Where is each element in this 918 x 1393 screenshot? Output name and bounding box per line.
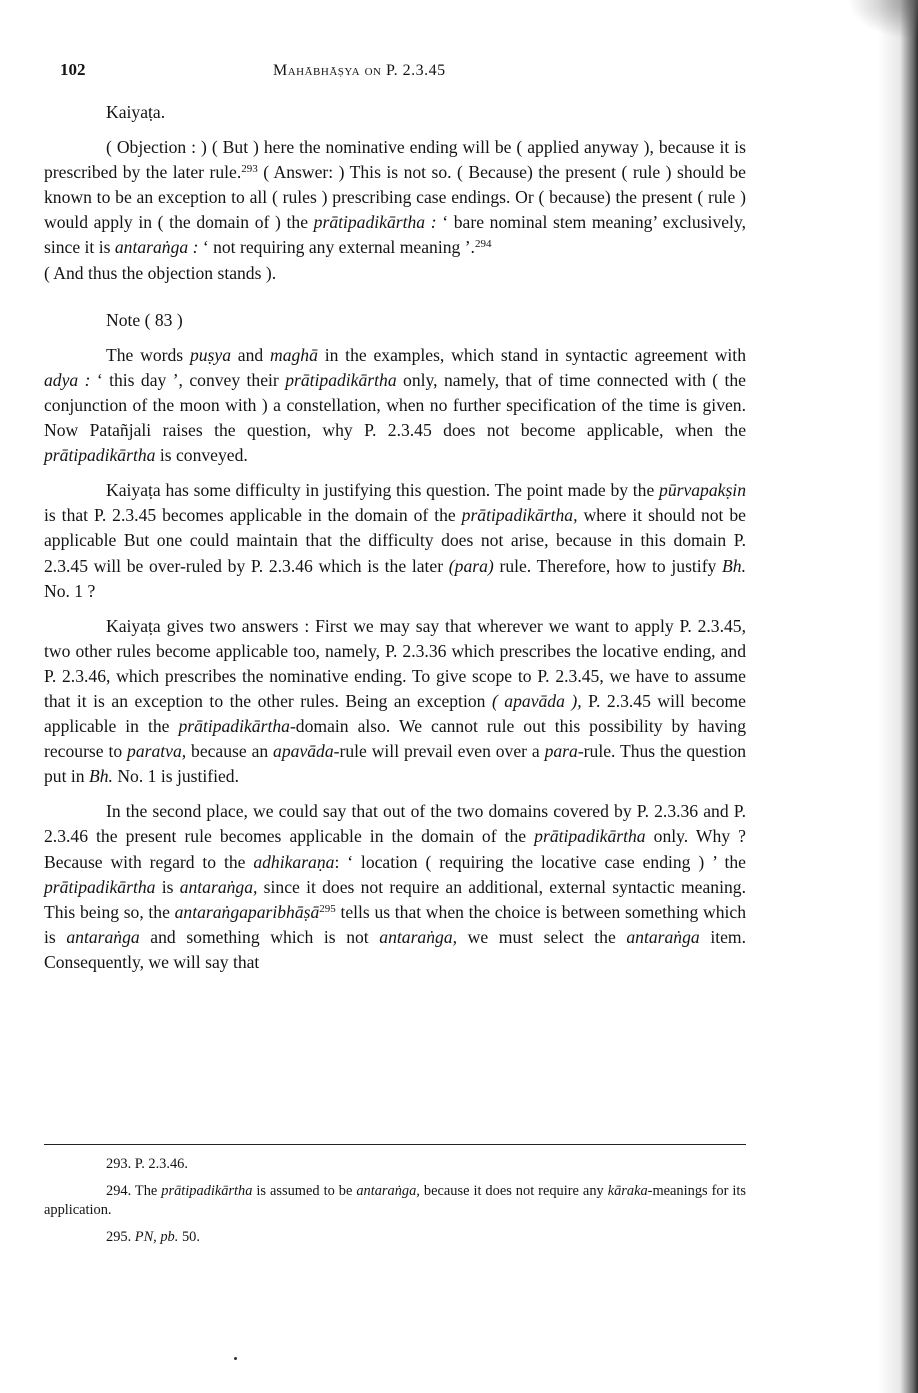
sanskrit-term: prātipadikārtha	[44, 876, 156, 897]
paragraph-note-2	[44, 478, 746, 603]
main-text	[44, 100, 746, 975]
sanskrit-term: apavāda	[273, 741, 334, 762]
sanskrit-term: kāraka	[607, 1183, 648, 1199]
paragraph-objection-end: ( And thus the objection stands ).	[44, 262, 277, 283]
sanskrit-term: antaraṅga :	[114, 237, 199, 258]
text-run: No. 1 ?	[44, 580, 96, 601]
text-run: ‘ not requiring any external meaning ’.	[198, 237, 475, 258]
sanskrit-term: pūrvapakṣin	[659, 480, 746, 501]
paragraph-note-4	[44, 799, 746, 975]
sanskrit-term: prātipadikārtha	[285, 369, 397, 390]
text-run: is conveyed.	[155, 445, 248, 466]
text-run: rule. Therefore, how to justify	[493, 555, 723, 576]
text-run: P. 2.3.45 will become applicable in the	[44, 690, 746, 737]
sanskrit-term: puṣya	[189, 344, 231, 365]
text-run: Kaiyaṭa has some difficulty in justifying this question. The point made by the	[106, 480, 660, 501]
text-run: The words	[106, 344, 190, 365]
text-run: is assumed to be	[252, 1183, 357, 1199]
footnote-293: 293. P. 2.3.46.	[106, 1156, 188, 1172]
text-run: tells us that when the choice is between something which is	[44, 901, 746, 947]
text-run: -meanings for its application.	[44, 1183, 746, 1218]
text-run: ( Answer: ) This is not so. ( Because) the present ( rule ) should be known to be an exception to all ( rules ) prescribing case endings. Or ( because) the present ( rule ) would apply in ( the domain of ) the	[44, 162, 746, 233]
scan-shadow-edge	[878, 0, 918, 1393]
running-head-reference: P. 2.3.45	[385, 62, 446, 79]
running-head-title: Mahābhāṣya on	[273, 62, 382, 79]
text-run: : ‘ location ( requiring the locative case ending ) ’ the	[334, 851, 746, 872]
paragraph-objection	[44, 135, 746, 260]
text-run: only. Why ? Because with regard to the	[44, 826, 746, 872]
text-run: No. 1 is justified.	[112, 766, 240, 787]
text-run: 295.	[106, 1229, 135, 1245]
sanskrit-term: antaraṅgaparibhāṣā	[174, 901, 320, 922]
text-run: ( Objection : ) ( But ) here the nominative ending will be ( applied anyway ), because it is prescribed by the later rule.	[44, 137, 746, 183]
sanskrit-term: maghā	[270, 344, 318, 365]
footnote-295	[44, 1228, 746, 1247]
text-run: in the examples, which stand in syntactic agreement with	[317, 344, 746, 365]
citation: PN, pb.	[134, 1229, 179, 1245]
scan-speck	[234, 1357, 237, 1360]
sanskrit-term: prātipadikārtha	[44, 445, 156, 466]
text-run: only, namely, that of time connected with ( the conjunction of the moon with ) a constellation, when no further specification of the time is given. Now Patañjali raises the question, why P. 2.3.45 does not become applicable, when the	[44, 369, 746, 441]
sanskrit-term: prātipadikārtha,	[461, 505, 578, 526]
text-run: where it should not be applicable But one could maintain that the difficulty does not arise, because in this domain P. 2.3.45 will be over-ruled by P. 2.3.46 which is the later	[44, 505, 746, 576]
text-run: because an	[186, 741, 274, 762]
text-run: 294. The	[106, 1183, 162, 1199]
sanskrit-term: antaraṅga,	[379, 926, 458, 947]
sanskrit-term: (para)	[448, 555, 494, 576]
footnote-ref: 294	[474, 238, 492, 251]
text-run: because it does not require any	[419, 1183, 608, 1199]
text-run: since it does not require an additional, external syntactic meaning. This being so, the	[44, 876, 746, 922]
running-head	[273, 62, 446, 80]
sanskrit-term: antaraṅga,	[356, 1183, 420, 1199]
sanskrit-term: antaraṅga	[66, 926, 140, 947]
sanskrit-term: adya :	[44, 369, 91, 390]
text-run: is that P. 2.3.45 becomes applicable in the domain of the	[44, 505, 462, 526]
text-run: item. Consequently, we will say that	[44, 926, 746, 972]
sanskrit-term: antaraṅga,	[179, 876, 258, 897]
page-number: 102	[60, 60, 86, 79]
abbreviation: Bh.	[722, 555, 746, 576]
text-run: -domain also. We cannot rule out this possibility by having recourse to	[44, 716, 746, 762]
sanskrit-term: prātipadikārtha	[178, 716, 290, 737]
sanskrit-term: prātipadikārtha :	[313, 212, 437, 233]
text-run: we must select the	[457, 926, 627, 947]
text-run: and something which is not	[139, 926, 380, 947]
sanskrit-term: adhikaraṇa	[253, 851, 335, 872]
text-run: Kaiyaṭa gives two answers : First we may say that wherever we want to apply P. 2.3.45, two other rules become applicable too, namely, P. 2.3.36 which prescribes the locative ending, and P. 2.3.46, which prescribes the nominative ending. To give scope to P. 2.3.45, we have to assume that it is an exception to the other rules. Being an exception	[44, 615, 746, 711]
section-heading-kaiyata: Kaiyaṭa.	[106, 102, 166, 122]
text-run: -rule will prevail even over a	[333, 741, 545, 762]
sanskrit-term: ( apavāda ),	[491, 690, 582, 711]
sanskrit-term: prātipadikārtha	[161, 1183, 253, 1199]
abbreviation: Bh.	[88, 766, 113, 787]
footnote-294	[44, 1182, 746, 1220]
text-run: -rule. Thus the question put in	[44, 741, 747, 787]
paragraph-note-3	[44, 614, 746, 790]
footnotes	[44, 1155, 746, 1255]
sanskrit-term: prātipadikārtha	[534, 826, 646, 847]
section-heading-note: Note ( 83 )	[106, 309, 183, 330]
sanskrit-term: paratva,	[127, 741, 187, 762]
text-run: In the second place, we could say that out of the two domains covered by P. 2.3.36 and P. 2.3.46 the present rule becomes applicable in the domain of the	[44, 801, 746, 847]
text-run: and	[231, 344, 270, 365]
text-run: is	[155, 876, 180, 897]
footnote-ref: 293	[241, 163, 258, 176]
sanskrit-term: para	[544, 741, 578, 762]
footnote-ref: 295	[319, 902, 336, 915]
text-run: ‘ this day ’, convey their	[90, 369, 286, 390]
text-run: ‘ bare nominal stem meaning’ exclusively, since it is	[44, 212, 746, 258]
paragraph-note-1	[44, 343, 746, 468]
text-run: 50.	[178, 1229, 200, 1245]
sanskrit-term: antaraṅga	[626, 926, 700, 947]
footnote-divider	[44, 1144, 746, 1145]
scan-shadow-corner	[848, 0, 918, 40]
